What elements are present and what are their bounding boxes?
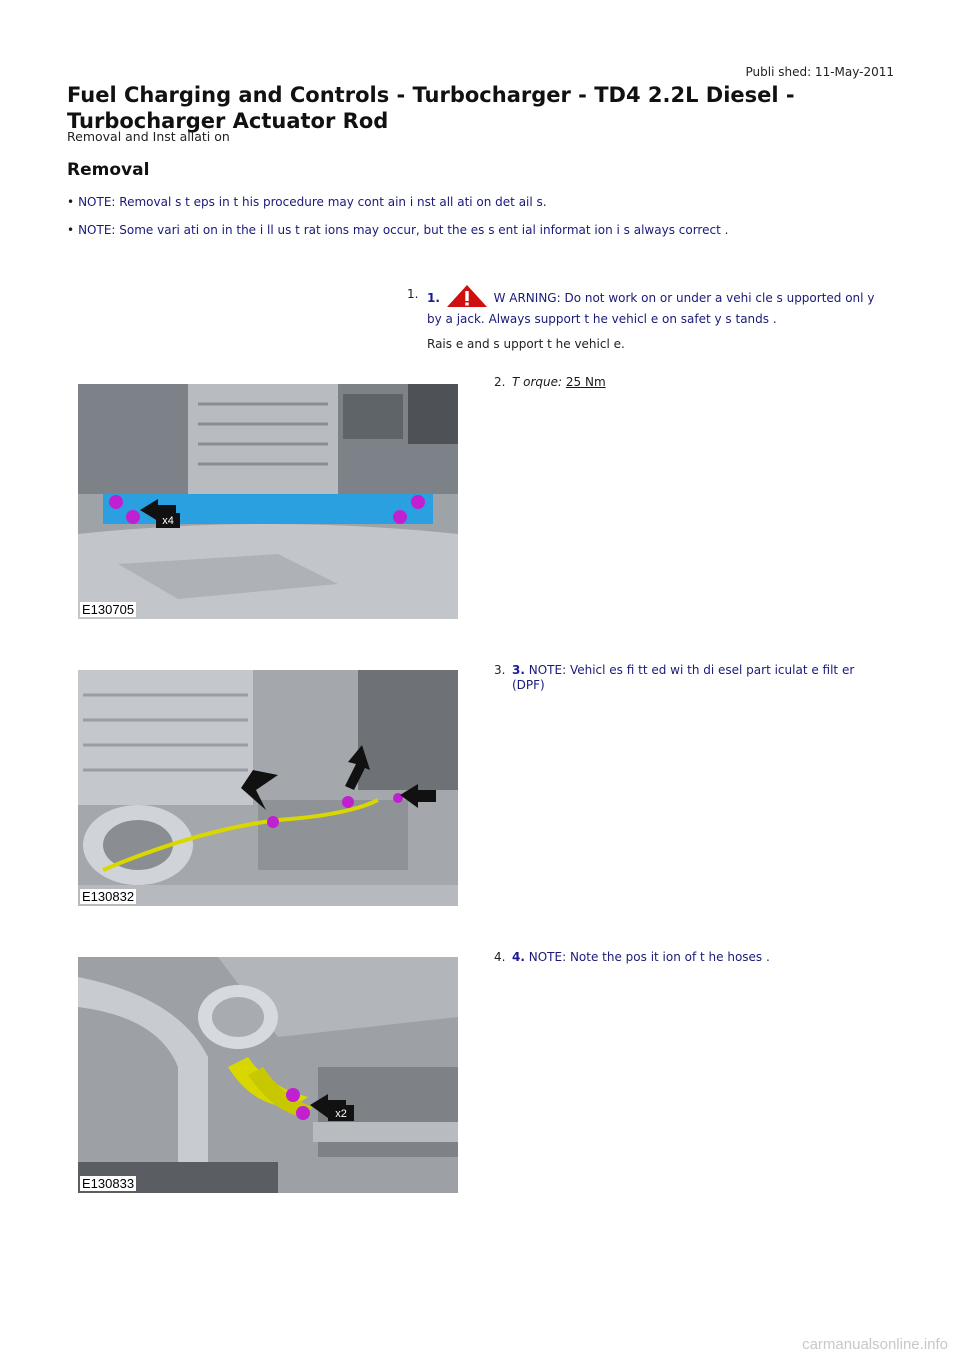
published-date: Publi shed: 11-May-2011 — [745, 65, 894, 79]
step-1-warning-text: W ARNING: Do not work on or under a vehi cle s upported onl y — [493, 291, 875, 305]
step-2-body — [512, 375, 606, 390]
step-4-number: 4. — [494, 950, 506, 964]
step-1-body — [427, 280, 897, 352]
note-1: • NOTE: Removal s t eps in t his procedure may cont ain i nst all ati on det ail s. — [67, 195, 547, 209]
page-title: Fuel Charging and Controls - Turbocharger - TD4 2.2L Diesel - Turbocharger Actuator Rod — [67, 83, 795, 133]
note-1-text: NOTE: Removal s t eps in t his procedure may cont ain i nst all ati on det ail s. — [78, 195, 547, 209]
figure-e130705-callout: x4 — [162, 515, 174, 527]
section-heading: Removal — [67, 160, 150, 180]
torque-label: T orque: — [512, 375, 563, 389]
step-4-lead: 4. — [512, 950, 525, 964]
figure-e130833-callout: x2 — [335, 1108, 347, 1120]
torque-value: 25 Nm — [565, 375, 606, 389]
step-1-warning-line — [427, 284, 897, 312]
step-4-note: NOTE: Note the pos it ion of t he hoses . — [528, 950, 770, 964]
figure-e130705 — [78, 384, 458, 619]
step-3-lead: 3. — [512, 663, 525, 677]
step-1-number: 1. — [407, 287, 419, 301]
step-3-number: 3. — [494, 663, 506, 677]
step-1-warning-line-2: by a jack. Always support t he vehicl e on safet y s tands . — [427, 312, 777, 326]
note-2-text: NOTE: Some vari ati on in the i ll us t rat ions may occur, but the es s ent ial informat ion i s always correct . — [78, 223, 729, 237]
step-4-body — [512, 950, 892, 965]
step-1-lead: 1. — [427, 291, 440, 305]
step-2-number: 2. — [494, 375, 506, 389]
figure-e130832-id: E130832 — [82, 889, 135, 904]
step-3-body — [512, 663, 892, 693]
step-3-line-1 — [512, 663, 892, 678]
warning-triangle-icon — [446, 284, 488, 312]
note-2: • NOTE: Some vari ati on in the i ll us t rat ions may occur, but the es s ent ial informat ion i s always correct . — [67, 223, 729, 237]
page-subtitle: Removal and Inst allati on — [67, 129, 230, 144]
figure-e130705-id: E130705 — [82, 602, 135, 617]
figure-e130833 — [78, 957, 458, 1193]
step-3-note: NOTE: Vehicl es fi tt ed wi th di esel part iculat e filt er — [528, 663, 855, 677]
watermark: carmanualsonline.info — [802, 1336, 948, 1353]
step-3-line-2: (DPF) — [512, 678, 545, 692]
step-1-instruction: Rais e and s upport t he vehicl e. — [427, 337, 625, 351]
figure-e130832 — [78, 670, 458, 906]
figure-e130833-id: E130833 — [82, 1176, 135, 1191]
